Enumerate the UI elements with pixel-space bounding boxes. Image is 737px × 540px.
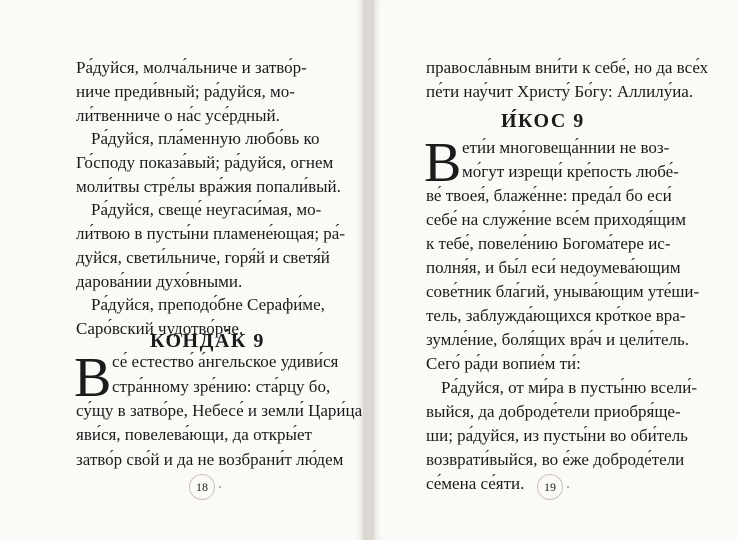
text-line: полня́я, и бы́л еси́ недоумева́ющим xyxy=(426,258,681,277)
text-line: зумле́ние, боля́щих вра́ч и цели́тель. xyxy=(426,330,690,349)
page-number: 19 xyxy=(537,474,563,500)
text-line: Ра́дуйся, молча́льниче и затво́р- xyxy=(76,58,307,77)
text-line: Саро́вский чудотво́рче. xyxy=(76,319,244,338)
text-line: Го́споду показа́вый; ра́дуйся, огнем xyxy=(76,153,334,172)
text-line: правосла́вным вни́ти к себе́, но да все́х xyxy=(426,58,709,77)
text-line: моли́твы стре́лы вра́жия попали́вый. xyxy=(76,177,341,196)
page-number: 18 xyxy=(189,474,215,500)
text-line: себе́ на служе́ние все́м приходя́щим xyxy=(426,210,686,229)
book-gutter xyxy=(363,0,374,540)
text-line: мо́гут изрещи́ кре́пость любе́- xyxy=(462,162,679,181)
text-line: Ра́дуйся, преподо́бне Серафи́ме, xyxy=(91,295,325,314)
text-line: возврати́выйся, во е́же доброде́тели xyxy=(426,450,685,469)
text-line: се́ естество́ а́нгельское удиви́ся xyxy=(112,352,339,371)
right-page xyxy=(374,0,737,540)
text-line: ши; ра́дуйся, из пусты́ни во оби́тель xyxy=(426,426,688,445)
text-line: Сего́ ра́ди вопие́м ти́: xyxy=(426,354,581,373)
text-line: тель, заблужда́ющихся кро́ткое вра- xyxy=(426,306,686,325)
section-heading: И́КОС 9 xyxy=(501,110,585,132)
text-line: ети́и многовеща́ннии не воз- xyxy=(462,138,670,157)
text-line: ве́ твоея́, блаже́нне: преда́л бо еси́ xyxy=(426,186,672,205)
drop-cap: В xyxy=(424,132,462,194)
text-line: к тебе́, повеле́нию Богома́тере ис- xyxy=(426,234,671,253)
left-page xyxy=(0,0,363,540)
section-heading: КОНДА́К 9 xyxy=(150,330,265,352)
text-line: выйся, да доброде́тели приобря́ще- xyxy=(426,402,681,421)
drop-cap: В xyxy=(74,347,112,409)
text-line: се́мена се́яти. xyxy=(426,474,525,493)
text-line: су́щу в затво́ре, Небесе́ и земли́ Цари́ца xyxy=(76,401,363,420)
text-line: сове́тник бла́гий, уныва́ющим уте́ши- xyxy=(426,282,700,301)
text-line: ли́твою в пусты́ни пламене́ющая; ра́- xyxy=(76,224,345,243)
text-line: Ра́дуйся, пла́менную любо́вь ко xyxy=(91,129,320,148)
text-line: затво́р сво́й и да не возбрани́т лю́дем xyxy=(76,450,344,469)
text-line: стра́нному зре́нию: ста́рцу бо, xyxy=(112,377,331,396)
text-line: яви́ся, повелева́ющи, да откры́ет xyxy=(76,425,312,444)
text-line: пе́ти нау́чит Христу́ Бо́гу: Аллилу́иа. xyxy=(426,82,694,101)
text-line: ли́твенниче о на́с усе́рдный. xyxy=(76,106,280,125)
text-line: ниче преди́вный; ра́дуйся, мо- xyxy=(76,82,295,101)
page-ornament xyxy=(567,486,569,488)
text-line: дуйся, свети́льниче, горя́й и светя́й xyxy=(76,248,330,267)
text-line: дарова́нии духо́вными. xyxy=(76,272,243,291)
text-line: Ра́дуйся, от ми́ра в пусты́ню всели́- xyxy=(441,378,698,397)
page-ornament xyxy=(219,486,221,488)
text-line: Ра́дуйся, свеще́ неугаси́мая, мо- xyxy=(91,200,322,219)
